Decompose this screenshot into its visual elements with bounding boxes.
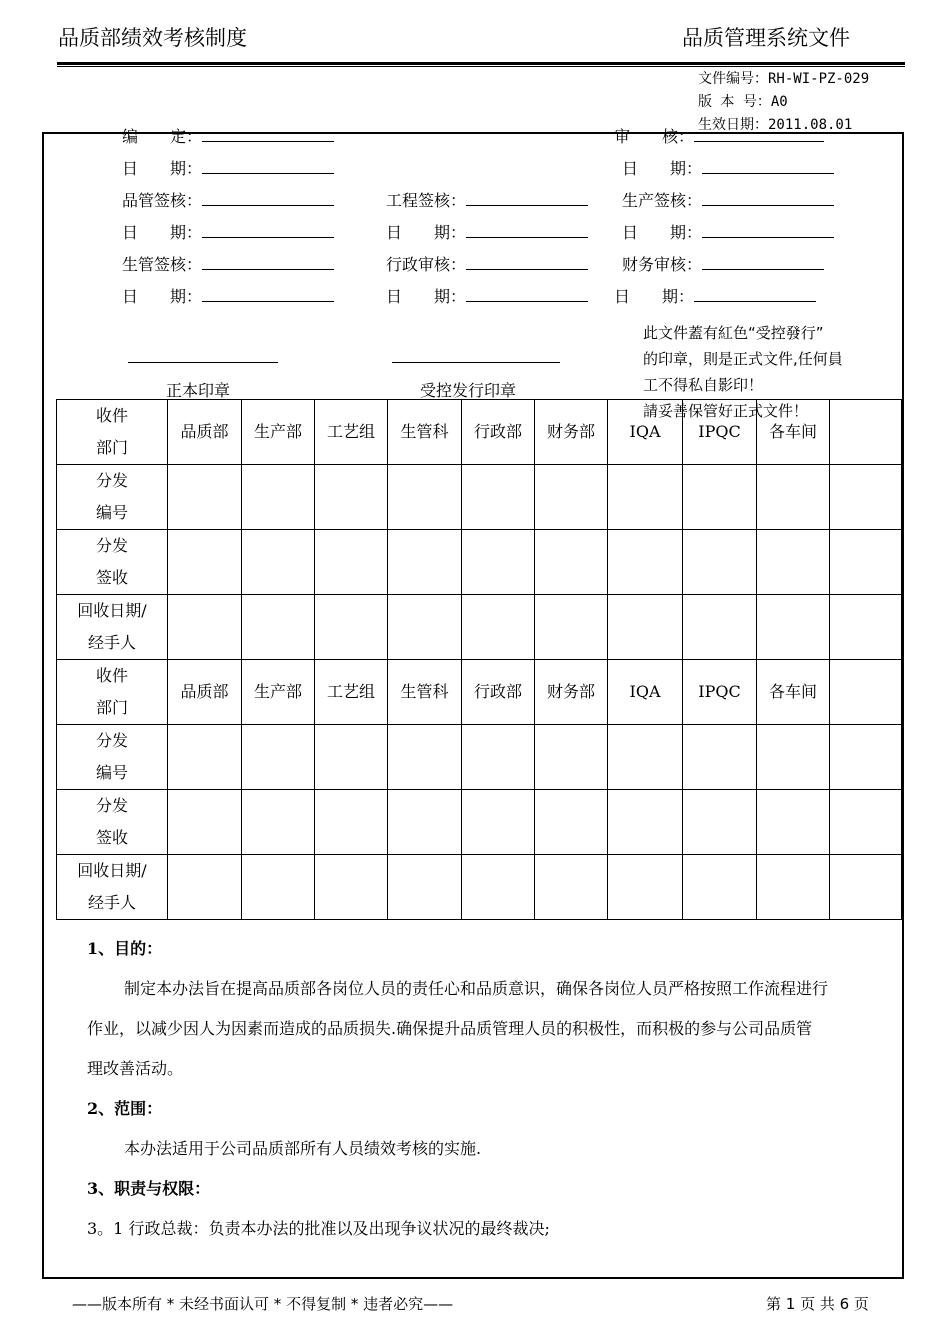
header-rule <box>57 62 905 65</box>
dept-cell: 生产部 <box>242 400 315 465</box>
dept-cell: IQA <box>608 660 683 725</box>
controlled-stamp-line <box>392 362 560 363</box>
dept-cell: 品质部 <box>168 400 242 465</box>
controlled-copy-notice: 此文件蓋有紅色“受控發行” 的印章，則是正式文件,任何員 工不得私自影印！ 請妥善保管好正式文件！ <box>643 324 843 420</box>
prod-date-field: 日 期： <box>622 220 834 243</box>
original-stamp-label: 正本印章 <box>166 381 231 400</box>
distribution-table <box>56 399 902 920</box>
dept-cell: 财务部 <box>535 400 608 465</box>
dept-cell <box>830 400 902 465</box>
qc-date-field: 日 期： <box>122 220 334 243</box>
dept-cell: 工艺组 <box>315 400 388 465</box>
copyright-footer: ——版本所有 * 未经书面认可 * 不得复制 * 违者必究—— <box>72 1295 454 1313</box>
dept-cell: 品质部 <box>168 660 242 725</box>
compiled-by-field: 编 定： <box>122 124 334 147</box>
table-row <box>57 400 902 465</box>
prod-sign-field: 生产签核： <box>622 188 834 211</box>
dept-cell: IPQC <box>683 400 757 465</box>
row-label-signed: 分发 签收 <box>57 530 168 595</box>
pm-sign-field: 生管签核： <box>122 252 334 275</box>
row-label-number: 分发 编号 <box>57 725 168 790</box>
admin-review-field: 行政审核： <box>386 252 588 275</box>
controlled-stamp-label: 受控发行印章 <box>420 381 517 400</box>
qc-sign-field: 品管签核： <box>122 188 334 211</box>
finance-date-field: 日 期： <box>614 284 816 307</box>
reviewed-by-field: 审 核： <box>614 124 824 147</box>
document-header-title: 品质部绩效考核制度 <box>58 26 247 50</box>
dept-cell: 各车间 <box>757 400 830 465</box>
dept-cell: 生管科 <box>388 660 462 725</box>
section-1-paragraph-line: 作业，以减少因人为因素而造成的品质损失.确保提升品质管理人员的积极性，而积极的参与公司品质管 <box>87 1019 813 1038</box>
reviewed-date-field: 日 期： <box>622 156 834 179</box>
dept-cell: 各车间 <box>757 660 830 725</box>
eng-sign-field: 工程签核： <box>386 188 588 211</box>
table-row <box>57 530 902 595</box>
dept-cell: IQA <box>608 400 683 465</box>
dept-cell: 行政部 <box>462 660 535 725</box>
section-2-heading: 2、范围： <box>87 1099 163 1118</box>
dept-cell: 财务部 <box>535 660 608 725</box>
system-file-title: 品质管理系统文件 <box>682 26 850 50</box>
original-stamp-line <box>128 362 278 363</box>
row-label-return: 回收日期/ 经手人 <box>57 855 168 920</box>
row-label-dept: 收件 部门 <box>57 400 168 465</box>
file-number: 文件编号：RH-WI-PZ-029 <box>698 71 870 87</box>
section-2-paragraph: 本办法适用于公司品质部所有人员绩效考核的实施. <box>124 1139 482 1158</box>
admin-date-field: 日 期： <box>386 284 588 307</box>
header-rule-thin <box>57 66 905 67</box>
effective-date: 生效日期：2011.08.01 <box>698 117 853 133</box>
dept-cell: 生产部 <box>242 660 315 725</box>
finance-review-field: 财务审核： <box>622 252 824 275</box>
section-1-paragraph-line: 理改善活动。 <box>87 1059 184 1078</box>
pm-date-field: 日 期： <box>122 284 334 307</box>
dept-cell: 工艺组 <box>315 660 388 725</box>
section-1-heading: 1、目的： <box>87 939 163 958</box>
dept-cell: 生管科 <box>388 400 462 465</box>
row-label-signed: 分发 签收 <box>57 790 168 855</box>
table-row <box>57 595 902 660</box>
compiled-date-field: 日 期： <box>122 156 334 179</box>
section-1-paragraph-line: 制定本办法旨在提高品质部各岗位人员的责任心和品质意识，确保各岗位人员严格按照工作流程进行 <box>124 979 829 998</box>
eng-date-field: 日 期： <box>386 220 588 243</box>
row-label-return: 回收日期/ 经手人 <box>57 595 168 660</box>
row-label-number: 分发 编号 <box>57 465 168 530</box>
page-number: 第 1 页 共 6 页 <box>766 1295 869 1313</box>
row-label-dept: 收件 部门 <box>57 660 168 725</box>
dept-cell: IPQC <box>683 660 757 725</box>
section-3-item: 3。1 行政总裁：负责本办法的批准以及出现争议状况的最终裁决; <box>87 1219 550 1238</box>
dept-cell <box>830 660 902 725</box>
table-row <box>57 790 902 855</box>
table-row <box>57 660 902 725</box>
table-row <box>57 855 902 920</box>
dept-cell: 行政部 <box>462 400 535 465</box>
section-3-heading: 3、职责与权限： <box>87 1179 211 1198</box>
table-row <box>57 725 902 790</box>
table-row <box>57 465 902 530</box>
version-number: 版 本 号：A0 <box>698 94 788 110</box>
